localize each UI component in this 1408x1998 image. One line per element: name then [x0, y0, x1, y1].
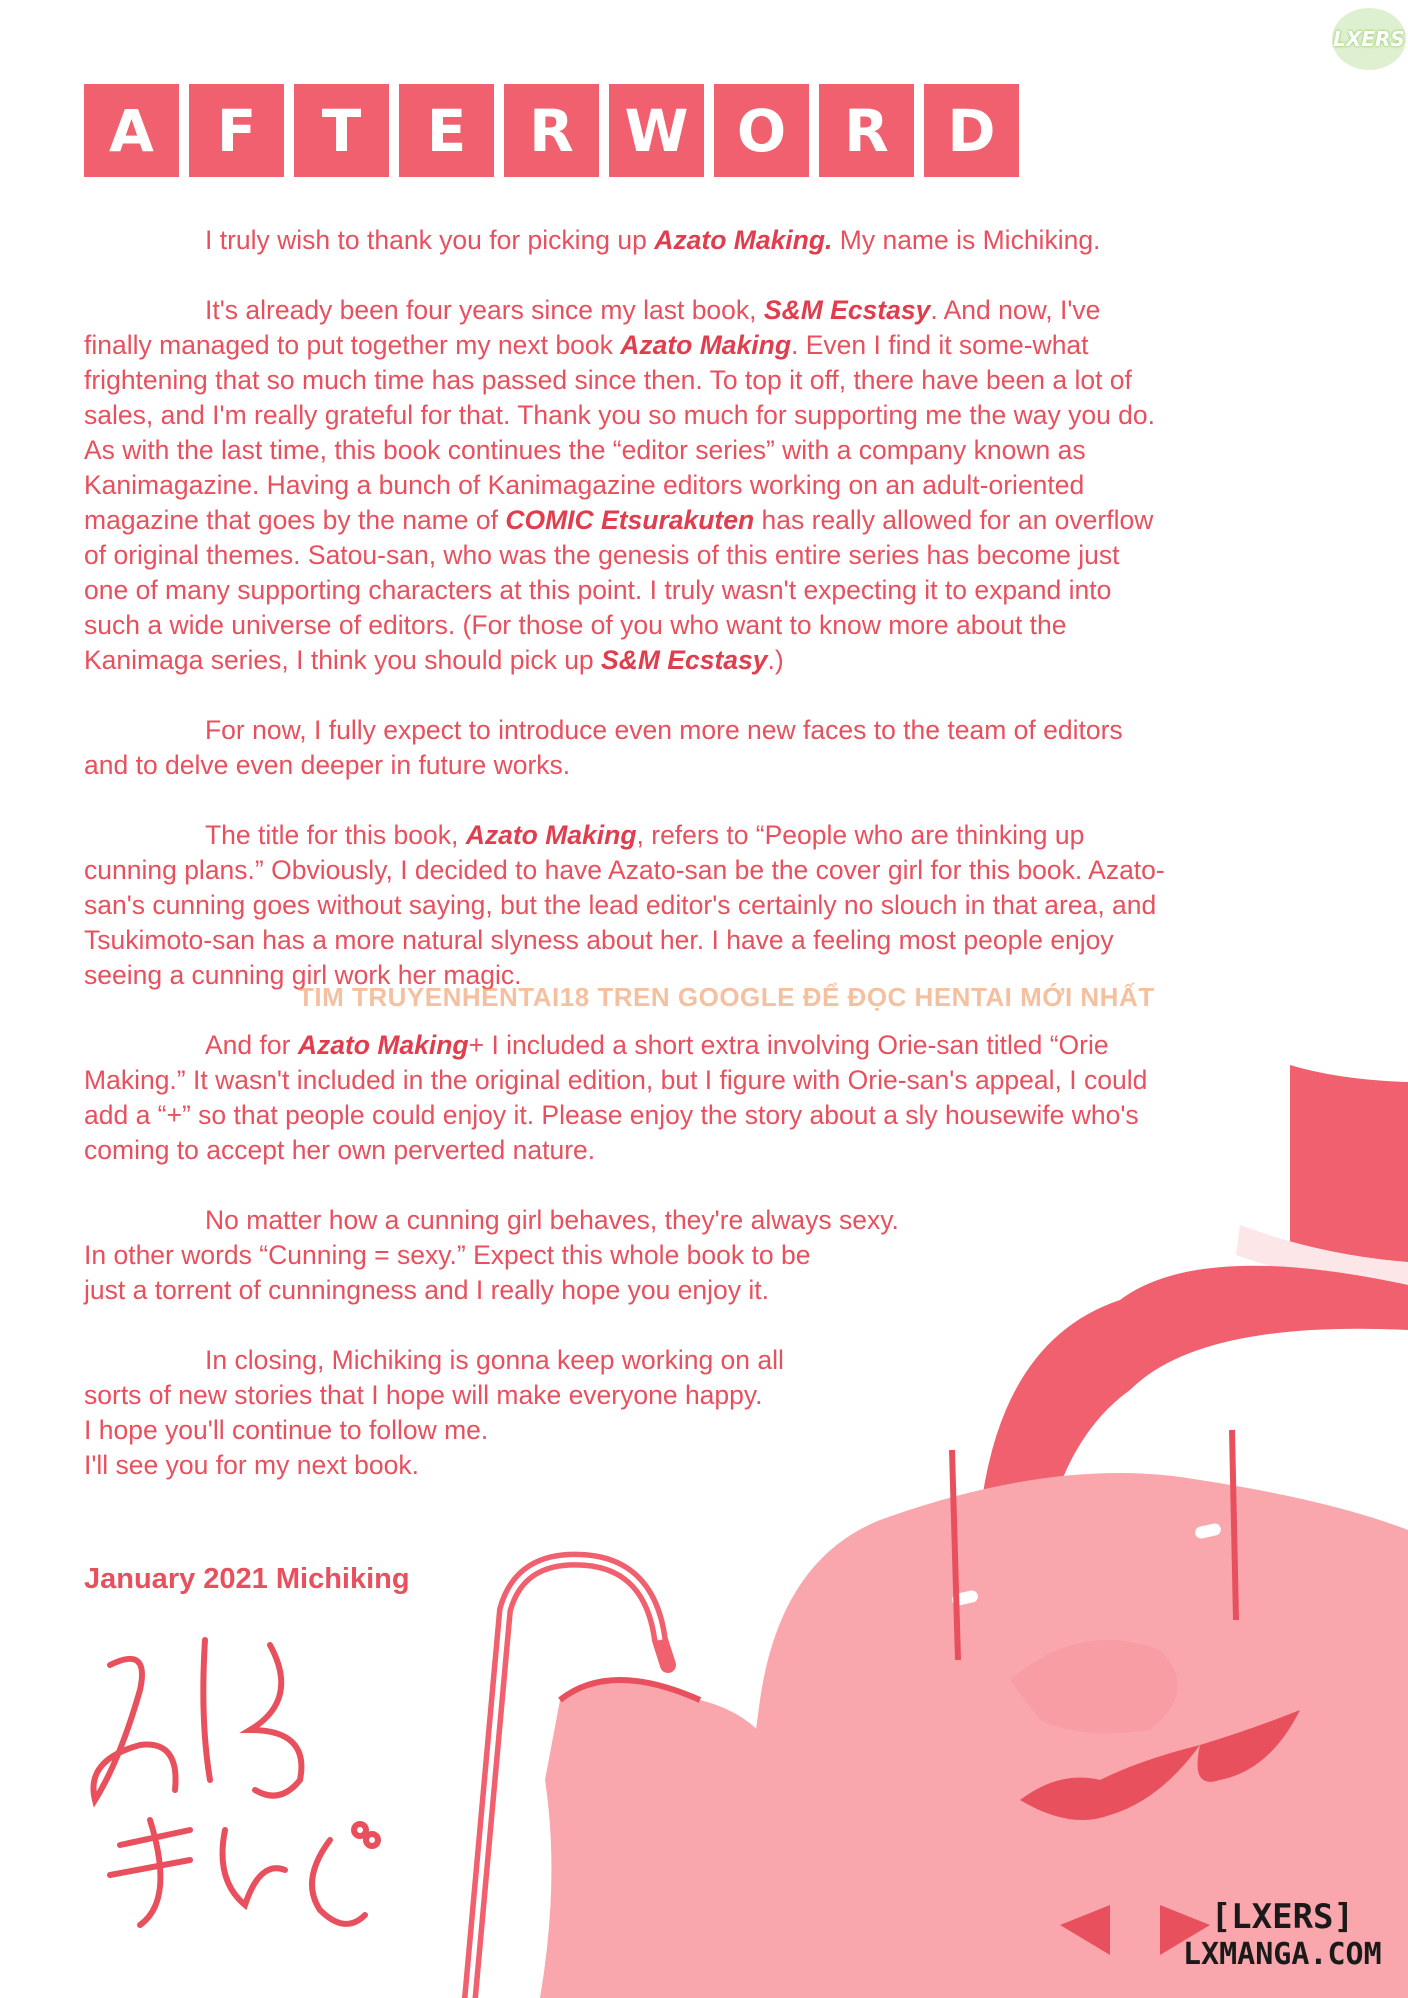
- paragraph-cunning: No matter how a cunning girl behaves, they're always sexy. In other words “Cunning = sexy.” Expect this whole book to be just a torrent of cunningness and I really hope you enjoy it.: [84, 1205, 899, 1305]
- brand-line-2: LXMANGA.COM: [1183, 1937, 1382, 1972]
- book-title: Azato Making: [620, 330, 792, 360]
- title-letter: R: [504, 84, 599, 177]
- book-title: S&M Ecstasy: [601, 645, 768, 675]
- title-letter: D: [924, 84, 1019, 177]
- book-title: Azato Making.: [654, 225, 833, 255]
- book-title: S&M Ecstasy: [763, 295, 931, 325]
- title-letter: E: [399, 84, 494, 177]
- signature-date: January 2021 Michiking: [84, 1563, 410, 1595]
- corner-logo: LXERS: [1332, 8, 1406, 70]
- magazine-title: COMIC Etsurakuten: [505, 505, 755, 535]
- brand-line-1: [LXERS]: [1210, 1897, 1354, 1937]
- paragraph-future: For now, I fully expect to introduce even more new faces to the team of editors and to delve even deeper in future works.: [84, 715, 1123, 780]
- afterword-title: [84, 84, 1019, 177]
- afterword-body: [84, 223, 1166, 1518]
- book-title: Azato Making: [297, 1030, 469, 1060]
- title-letter: T: [294, 84, 389, 177]
- title-letter: F: [189, 84, 284, 177]
- book-title: Azato Making: [465, 820, 637, 850]
- paragraph-closing: In closing, Michiking is gonna keep working on all sorts of new stories that I hope will make everyone happy. I hope you'll continue to follow me. I'll see you for my next book.: [84, 1345, 784, 1480]
- paragraph-extra: And for Azato Making+ I included a short extra involving Orie-san titled “Orie Making.” It wasn't included in the original edition, but I figure with Orie-san's appeal, I could add a “+” so that people could enjoy it. Please enjoy the story about a sly housewife who's coming to accept her own perverted nature.: [84, 1030, 1148, 1165]
- paragraph-title-meaning: The title for this book, Azato Making, refers to “People who are thinking up cunning plans.” Obviously, I decided to have Azato-san be the cover girl for this book. Azato-san's cunning goes without saying, but the lead editor's certainly no slouch in that area, and Tsukimoto-san has a more natural slyness about her. I have a feeling most people enjoy seeing a cunning girl work her magic.: [84, 820, 1165, 990]
- title-letter: W: [609, 84, 704, 177]
- title-letter: A: [84, 84, 179, 177]
- title-letter: R: [819, 84, 914, 177]
- paragraph-thanks: I truly wish to thank you for picking up Azato Making. My name is Michiking.: [205, 225, 1101, 255]
- paragraph-history: It's already been four years since my last book, S&M Ecstasy. And now, I've finally managed to put together my next book Azato Making. Even I find it some-what frightening that so much time has passed since then. To top it off, there have been a lot of sales, and I'm really grateful for that. Thank you so much for supporting me the way you do. As with the last time, this book continues the “editor series” with a company known as Kanimagazine. Having a bunch of Kanimagazine editors working on an adult-oriented magazine that goes by the name of COMIC Etsurakuten has really allowed for an overflow of original themes. Satou-san, who was the genesis of this entire series has become just one of many supporting characters at this point. I truly wasn't expecting it to expand into such a wide universe of editors. (For those of you who want to know more about the Kanimaga series, I think you should pick up S&M Ecstasy.): [84, 295, 1156, 675]
- site-brand: [1183, 1898, 1382, 1974]
- title-letter: O: [714, 84, 809, 177]
- watermark-text: TIM TRUYENHENTAI18 TREN GOOGLE ĐỂ ĐỌC HENTAI MỚI NHẤT: [298, 982, 1155, 1012]
